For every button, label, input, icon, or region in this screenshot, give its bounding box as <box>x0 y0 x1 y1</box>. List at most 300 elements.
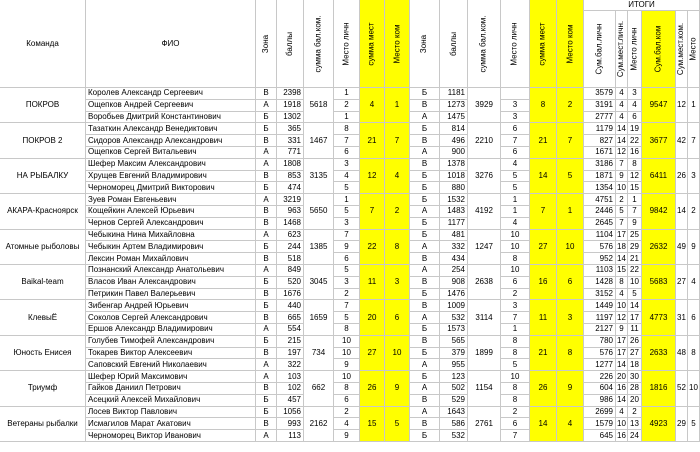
total-personal-places: 14 <box>616 123 628 135</box>
member-name: Асецкий Алексей Михайлович <box>86 395 256 407</box>
personal-place: 9 <box>334 359 360 371</box>
total-personal-points: 226 <box>584 371 616 383</box>
team-place: 8 <box>385 230 410 265</box>
places-sum: 22 <box>360 230 385 265</box>
zone-2: Б <box>410 289 440 301</box>
zone: В <box>256 135 277 147</box>
header-team-sum-2-label: сумма бал.ком. <box>479 14 488 73</box>
header-sum-team-points-label: Сум.бал.ком <box>653 25 663 73</box>
final-place: 8 <box>688 336 700 371</box>
points-2: 1378 <box>440 159 468 171</box>
total-personal-places: 14 <box>616 135 628 147</box>
points-2: 814 <box>440 123 468 135</box>
places-sum-2: 21 <box>530 336 557 371</box>
final-place: 5 <box>688 407 700 442</box>
personal-place: 5 <box>334 312 360 324</box>
places-sum: 27 <box>360 336 385 371</box>
personal-place-2: 10 <box>501 371 530 383</box>
total-rank: 8 <box>628 159 642 171</box>
zone: А <box>256 430 277 442</box>
team-place: 10 <box>385 336 410 371</box>
total-personal-points: 1354 <box>584 182 616 194</box>
total-personal-points: 2127 <box>584 324 616 336</box>
team-place-2: 5 <box>557 159 584 194</box>
zone: А <box>256 159 277 171</box>
total-personal-places: 4 <box>616 407 628 419</box>
final-place: 6 <box>688 300 700 335</box>
total-rank: 13 <box>628 418 642 430</box>
total-personal-places: 10 <box>616 300 628 312</box>
member-name: Кощейкин Алексей Юрьевич <box>86 206 256 218</box>
zone-2: Б <box>410 218 440 230</box>
team-sum-2: 3929 <box>468 88 501 123</box>
team-name: Атомные рыболовы <box>0 230 86 265</box>
header-final-place-label: Место <box>688 37 698 61</box>
points-2: 332 <box>440 241 468 253</box>
points: 102 <box>277 383 304 395</box>
points-2: 1177 <box>440 218 468 230</box>
places-sum-2: 11 <box>530 300 557 335</box>
zone-2: А <box>410 383 440 395</box>
points: 474 <box>277 182 304 194</box>
header-team-place <box>385 0 410 88</box>
zone: Б <box>256 300 277 312</box>
member-name: Зуев Роман Евгеньевич <box>86 194 256 206</box>
team-place-2: 7 <box>557 123 584 158</box>
total-team-places: 48 <box>676 336 688 371</box>
zone: Б <box>256 112 277 124</box>
team-sum-2: 4192 <box>468 194 501 229</box>
total-rank: 11 <box>628 324 642 336</box>
personal-place-2: 5 <box>501 171 530 183</box>
member-name: Токарев Виктор Алексеевич <box>86 348 256 360</box>
personal-place-2: 3 <box>501 100 530 112</box>
total-personal-points: 1449 <box>584 300 616 312</box>
total-rank: 27 <box>628 348 642 360</box>
total-team-places: 31 <box>676 300 688 335</box>
zone: Б <box>256 395 277 407</box>
personal-place-2: 8 <box>501 395 530 407</box>
personal-place: 9 <box>334 430 360 442</box>
total-personal-places: 4 <box>616 289 628 301</box>
header-team-sum-2 <box>468 0 501 88</box>
points: 1302 <box>277 112 304 124</box>
personal-place: 4 <box>334 418 360 430</box>
personal-place-2: 2 <box>501 407 530 419</box>
total-rank: 2 <box>628 407 642 419</box>
zone-2: В <box>410 418 440 430</box>
personal-place-2: 6 <box>501 147 530 159</box>
header-personal-place <box>334 0 360 88</box>
total-personal-places: 15 <box>616 265 628 277</box>
zone-2: А <box>410 241 440 253</box>
total-personal-places: 10 <box>616 418 628 430</box>
personal-place: 4 <box>334 171 360 183</box>
points: 457 <box>277 395 304 407</box>
member-name: Сидоров Александр Александрович <box>86 135 256 147</box>
zone: В <box>256 289 277 301</box>
total-personal-points: 3579 <box>584 88 616 100</box>
total-personal-points: 1871 <box>584 171 616 183</box>
points-2: 1018 <box>440 171 468 183</box>
points-2: 1643 <box>440 407 468 419</box>
zone-2: Б <box>410 324 440 336</box>
zone-2: А <box>410 147 440 159</box>
total-rank: 7 <box>628 206 642 218</box>
team-place-2: 3 <box>557 300 584 335</box>
member-name: Чебыкина Нина Михайловна <box>86 230 256 242</box>
points: 3219 <box>277 194 304 206</box>
personal-place-2: 2 <box>501 289 530 301</box>
header-places-sum-label: сумма мест <box>367 21 377 66</box>
points-2: 1273 <box>440 100 468 112</box>
team-name: ПОКРОВ 2 <box>0 123 86 158</box>
points: 1676 <box>277 289 304 301</box>
header-sum-personal-places-label: Сум.мест.личн. <box>616 20 626 78</box>
team-place: 3 <box>385 265 410 300</box>
final-place: 1 <box>688 88 700 123</box>
zone-2: В <box>410 135 440 147</box>
personal-place-2: 1 <box>501 194 530 206</box>
header-team-sum-label: сумма бал.ком. <box>313 14 323 73</box>
personal-place: 6 <box>334 253 360 265</box>
places-sum: 20 <box>360 300 385 335</box>
total-personal-places: 4 <box>616 100 628 112</box>
total-rank: 1 <box>628 194 642 206</box>
total-personal-points: 1428 <box>584 277 616 289</box>
personal-place: 5 <box>334 265 360 277</box>
zone-2: В <box>410 277 440 289</box>
zone: В <box>256 418 277 430</box>
personal-place-2: 10 <box>501 230 530 242</box>
team-name: Baikal-team <box>0 265 86 300</box>
header-sum-team-points <box>642 11 676 88</box>
personal-place: 2 <box>334 289 360 301</box>
total-personal-places: 16 <box>616 430 628 442</box>
zone-2: В <box>410 336 440 348</box>
points: 623 <box>277 230 304 242</box>
total-personal-places: 16 <box>616 383 628 395</box>
total-personal-points: 576 <box>584 348 616 360</box>
member-name: Шефер Юрий Максимович <box>86 371 256 383</box>
zone: А <box>256 100 277 112</box>
personal-place: 9 <box>334 241 360 253</box>
zone: В <box>256 383 277 395</box>
total-team-points: 9547 <box>642 88 676 123</box>
points: 365 <box>277 123 304 135</box>
total-personal-places: 8 <box>616 277 628 289</box>
total-personal-points: 2645 <box>584 218 616 230</box>
zone: В <box>256 218 277 230</box>
points: 771 <box>277 147 304 159</box>
points-2: 908 <box>440 277 468 289</box>
places-sum: 7 <box>360 194 385 229</box>
places-sum-2: 26 <box>530 371 557 406</box>
zone: А <box>256 194 277 206</box>
team-place-2: 10 <box>557 230 584 265</box>
team-sum-2: 1154 <box>468 371 501 406</box>
member-name: Лосев Виктор Павлович <box>86 407 256 419</box>
total-personal-points: 1197 <box>584 312 616 324</box>
total-personal-points: 1579 <box>584 418 616 430</box>
personal-place-2: 7 <box>501 312 530 324</box>
zone-2: А <box>410 312 440 324</box>
total-personal-places: 12 <box>616 147 628 159</box>
header-personal-place-label: Место личн <box>341 21 351 66</box>
zone: В <box>256 312 277 324</box>
member-name: Тазаткин Александр Венедиктович <box>86 123 256 135</box>
team-sum: 5618 <box>304 88 334 123</box>
member-name: Ощепков Сергей Витальевич <box>86 147 256 159</box>
header-sum-team-places-label: Сум.мест.ком. <box>676 22 686 76</box>
total-rank: 29 <box>628 241 642 253</box>
points: 853 <box>277 171 304 183</box>
member-name: Воробьев Дмитрий Константинович <box>86 112 256 124</box>
total-personal-places: 14 <box>616 395 628 407</box>
points-2: 532 <box>440 430 468 442</box>
zone-2: Б <box>410 348 440 360</box>
total-personal-places: 20 <box>616 371 628 383</box>
zone: В <box>256 206 277 218</box>
total-personal-points: 3152 <box>584 289 616 301</box>
header-personal-place-2-label: Место личн <box>510 21 520 66</box>
team-sum: 734 <box>304 336 334 371</box>
total-personal-points: 3191 <box>584 100 616 112</box>
places-sum: 26 <box>360 371 385 406</box>
team-place: 6 <box>385 300 410 335</box>
personal-place: 7 <box>334 300 360 312</box>
header-team-sum <box>304 0 334 88</box>
total-rank: 30 <box>628 371 642 383</box>
personal-place: 10 <box>334 348 360 360</box>
zone-2: Б <box>410 88 440 100</box>
team-sum-2: 2210 <box>468 123 501 158</box>
points: 520 <box>277 277 304 289</box>
personal-place-2: 5 <box>501 359 530 371</box>
points-2: 123 <box>440 371 468 383</box>
zone-2: В <box>410 100 440 112</box>
points: 1468 <box>277 218 304 230</box>
zone: Б <box>256 407 277 419</box>
member-name: Исмагилов Марат Акатович <box>86 418 256 430</box>
total-personal-places: 14 <box>616 359 628 371</box>
personal-place: 2 <box>334 100 360 112</box>
personal-place-2: 8 <box>501 383 530 395</box>
points: 849 <box>277 265 304 277</box>
points: 1918 <box>277 100 304 112</box>
zone-2: А <box>410 407 440 419</box>
points: 993 <box>277 418 304 430</box>
header-team-place-label: Место ком <box>392 24 401 63</box>
member-name: Саповский Евгений Николаевич <box>86 359 256 371</box>
header-places-sum-2-label: сумма мест <box>538 21 548 66</box>
total-rank: 6 <box>628 112 642 124</box>
points-2: 900 <box>440 147 468 159</box>
total-personal-points: 1277 <box>584 359 616 371</box>
team-place-2: 4 <box>557 407 584 442</box>
points: 215 <box>277 336 304 348</box>
total-rank: 3 <box>628 88 642 100</box>
team-sum-2: 3276 <box>468 159 501 194</box>
member-name: Голубев Тимофей Александрович <box>86 336 256 348</box>
total-personal-points: 3186 <box>584 159 616 171</box>
header-zone-label: Зона <box>261 34 270 53</box>
points-2: 586 <box>440 418 468 430</box>
final-place: 3 <box>688 159 700 194</box>
personal-place-2 <box>501 88 530 100</box>
points-2: 1532 <box>440 194 468 206</box>
zone-2: А <box>410 112 440 124</box>
personal-place: 8 <box>334 383 360 395</box>
total-rank: 14 <box>628 300 642 312</box>
zone-2: В <box>410 253 440 265</box>
personal-place-2: 3 <box>501 300 530 312</box>
personal-place-2: 8 <box>501 253 530 265</box>
team-place: 5 <box>385 407 410 442</box>
personal-place: 3 <box>334 218 360 230</box>
total-personal-points: 4751 <box>584 194 616 206</box>
team-sum-2: 1247 <box>468 230 501 265</box>
points-2: 502 <box>440 383 468 395</box>
total-team-places: 52 <box>676 371 688 406</box>
points: 113 <box>277 430 304 442</box>
header-points-2-label: баллы <box>448 31 458 56</box>
total-team-points: 2633 <box>642 336 676 371</box>
zone-2: Б <box>410 371 440 383</box>
header-sum-team-places <box>676 11 688 88</box>
team-sum: 1467 <box>304 123 334 158</box>
places-sum: 12 <box>360 159 385 194</box>
personal-place: 3 <box>334 277 360 289</box>
member-name: Ощепков Андрей Сергеевич <box>86 100 256 112</box>
total-team-places: 14 <box>676 194 688 229</box>
personal-place-2: 1 <box>501 206 530 218</box>
total-personal-places: 17 <box>616 336 628 348</box>
points: 103 <box>277 371 304 383</box>
points: 1808 <box>277 159 304 171</box>
member-name: Власов Иван Александрович <box>86 277 256 289</box>
personal-place: 3 <box>334 159 360 171</box>
points-2: 1181 <box>440 88 468 100</box>
header-final-place <box>688 11 700 88</box>
team-name: Юность Енисея <box>0 336 86 371</box>
points-2: 254 <box>440 265 468 277</box>
personal-place-2: 10 <box>501 265 530 277</box>
personal-place: 7 <box>334 230 360 242</box>
zone: В <box>256 171 277 183</box>
zone-2: Б <box>410 230 440 242</box>
personal-place-2: 6 <box>501 418 530 430</box>
final-place: 7 <box>688 123 700 158</box>
total-team-points: 1816 <box>642 371 676 406</box>
personal-place-2: 3 <box>501 112 530 124</box>
total-personal-points: 2699 <box>584 407 616 419</box>
total-personal-points: 1179 <box>584 123 616 135</box>
total-personal-places: 9 <box>616 324 628 336</box>
personal-place: 6 <box>334 395 360 407</box>
personal-place: 10 <box>334 371 360 383</box>
member-name: Соколов Сергей Александрович <box>86 312 256 324</box>
total-personal-points: 1671 <box>584 147 616 159</box>
personal-place-2: 6 <box>501 277 530 289</box>
total-rank: 26 <box>628 336 642 348</box>
member-name: Зибенгар Андрей Юрьевич <box>86 300 256 312</box>
personal-place: 10 <box>334 336 360 348</box>
team-sum: 1385 <box>304 230 334 265</box>
personal-place-2: 8 <box>501 348 530 360</box>
final-place: 9 <box>688 230 700 265</box>
total-personal-places: 14 <box>616 253 628 265</box>
total-team-places: 49 <box>676 230 688 265</box>
member-name: Познанский Александр Анатольевич <box>86 265 256 277</box>
team-place: 2 <box>385 194 410 229</box>
zone-2: В <box>410 159 440 171</box>
personal-place-2: 8 <box>501 336 530 348</box>
final-place: 2 <box>688 194 700 229</box>
points-2: 1573 <box>440 324 468 336</box>
zone-2: Б <box>410 123 440 135</box>
points-2: 496 <box>440 135 468 147</box>
zone: Б <box>256 182 277 194</box>
places-sum-2: 7 <box>530 194 557 229</box>
personal-place: 5 <box>334 182 360 194</box>
points-2: 1475 <box>440 112 468 124</box>
total-personal-points: 986 <box>584 395 616 407</box>
total-personal-places: 17 <box>616 230 628 242</box>
zone-2: Б <box>410 194 440 206</box>
header-team-place-2-label: Место ком <box>565 24 574 63</box>
total-personal-places: 7 <box>616 218 628 230</box>
zone-2: А <box>410 359 440 371</box>
header-team: Команда <box>0 0 86 88</box>
zone: А <box>256 359 277 371</box>
team-place: 4 <box>385 159 410 194</box>
personal-place-2: 6 <box>501 123 530 135</box>
points: 197 <box>277 348 304 360</box>
total-team-points: 5683 <box>642 265 676 300</box>
places-sum-2: 14 <box>530 159 557 194</box>
totals-header: ИТОГИ <box>584 0 700 11</box>
total-team-points: 6411 <box>642 159 676 194</box>
points: 665 <box>277 312 304 324</box>
total-team-places: 26 <box>676 159 688 194</box>
zone: А <box>256 230 277 242</box>
total-team-points: 2632 <box>642 230 676 265</box>
team-place-2: 9 <box>557 371 584 406</box>
personal-place-2: 7 <box>501 430 530 442</box>
total-personal-places: 10 <box>616 182 628 194</box>
header-zone-2-label: Зона <box>419 34 429 53</box>
zone: В <box>256 348 277 360</box>
header-zone-2 <box>410 0 440 88</box>
points-2: 1483 <box>440 206 468 218</box>
total-personal-points: 1103 <box>584 265 616 277</box>
header-sum-personal-points <box>584 11 616 88</box>
total-rank: 12 <box>628 171 642 183</box>
team-sum: 3135 <box>304 159 334 194</box>
zone-2: Б <box>410 182 440 194</box>
total-team-points: 9842 <box>642 194 676 229</box>
team-place-2: 1 <box>557 194 584 229</box>
team-sum-2: 3114 <box>468 300 501 335</box>
total-rank: 18 <box>628 359 642 371</box>
team-sum: 662 <box>304 371 334 406</box>
total-personal-points: 645 <box>584 430 616 442</box>
points: 322 <box>277 359 304 371</box>
zone-2: А <box>410 206 440 218</box>
member-name: Ершов Александр Владимирович <box>86 324 256 336</box>
total-rank: 9 <box>628 218 642 230</box>
